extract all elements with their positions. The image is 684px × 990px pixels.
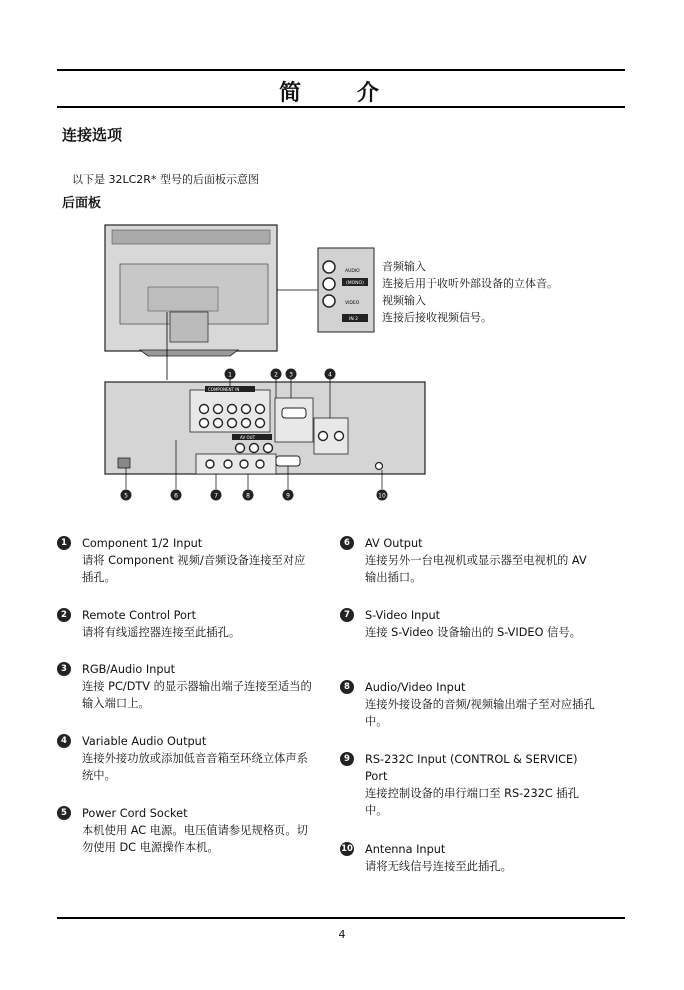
side-jack-video bbox=[323, 295, 335, 307]
item-number: 5 bbox=[57, 806, 71, 820]
item-2 bbox=[57, 607, 312, 641]
side-label-audio: AUDIO bbox=[345, 269, 360, 274]
item-10 bbox=[340, 841, 595, 875]
side-label-video: VIDEO bbox=[345, 301, 360, 306]
item-number: 2 bbox=[57, 608, 71, 622]
ac-in-socket bbox=[118, 458, 130, 468]
marker-7: 7 bbox=[214, 492, 218, 500]
variable-jack-r bbox=[335, 432, 344, 441]
item-8 bbox=[340, 679, 595, 730]
tv-inner-box bbox=[148, 287, 218, 311]
item-number: 9 bbox=[340, 752, 354, 766]
item-3 bbox=[57, 661, 312, 712]
item-number: 10 bbox=[341, 844, 353, 854]
item-title: Audio/Video Input bbox=[365, 681, 466, 694]
item-title: Antenna Input bbox=[365, 843, 446, 856]
item-6 bbox=[340, 535, 595, 586]
marker-3: 3 bbox=[289, 371, 293, 379]
video-input-desc: 连接后接收视频信号。 bbox=[382, 311, 492, 324]
subheading-rear-panel: 后面板 bbox=[62, 196, 102, 211]
item-title: RS-232C Input (CONTROL & SERVICE) Port bbox=[365, 753, 578, 783]
item-1 bbox=[57, 535, 312, 586]
item-desc: 请将有线遥控器连接至此插孔。 bbox=[82, 626, 241, 639]
item-9 bbox=[340, 751, 595, 819]
side-jack-audio bbox=[323, 261, 335, 273]
marker-10: 10 bbox=[378, 492, 386, 500]
item-number: 4 bbox=[57, 734, 71, 748]
item-desc: 连接另外一台电视机或显示器至电视机的 AV 输出插口。 bbox=[365, 554, 587, 584]
av-out-jacks bbox=[236, 444, 273, 453]
audio-input-title: 音频输入 bbox=[382, 260, 426, 273]
item-desc: 本机使用 AC 电源。电压值请参见规格页。切勿使用 DC 电源操作本机。 bbox=[82, 824, 308, 854]
item-7 bbox=[340, 607, 595, 641]
tv-stand-base bbox=[140, 350, 238, 356]
page-number: 4 bbox=[338, 928, 346, 941]
item-desc: 连接 S-Video 设备输出的 S-VIDEO 信号。 bbox=[365, 626, 581, 639]
rs232-port bbox=[276, 456, 300, 466]
page-title: 简 介 bbox=[279, 81, 403, 106]
marker-1: 1 bbox=[228, 371, 232, 379]
item-desc: 请将无线信号连接至此插孔。 bbox=[365, 860, 512, 873]
section-heading: 连接选项 bbox=[62, 126, 123, 144]
item-number: 7 bbox=[340, 608, 354, 622]
item-desc: 连接外接功放或添加低音音箱至环绕立体声系统中。 bbox=[82, 752, 308, 782]
item-number: 1 bbox=[57, 536, 71, 550]
item-5 bbox=[57, 805, 312, 856]
variable-jack-l bbox=[319, 432, 328, 441]
marker-9: 9 bbox=[286, 492, 290, 500]
footer-rule bbox=[57, 917, 625, 919]
side-jack-mono bbox=[323, 278, 335, 290]
item-number: 8 bbox=[340, 680, 354, 694]
av-out-label: AV OUT bbox=[240, 435, 256, 440]
side-label-mono: (MONO) bbox=[346, 281, 364, 286]
item-desc: 请将 Component 视频/音频设备连接至对应插孔。 bbox=[82, 554, 306, 584]
intro-text: 以下是 32LC2R* 型号的后面板示意图 bbox=[72, 173, 259, 186]
item-4 bbox=[57, 733, 312, 784]
title-underline bbox=[57, 106, 625, 108]
item-title: S-Video Input bbox=[365, 609, 441, 622]
item-desc: 连接 PC/DTV 的显示器输出端子连接至适当的输入端口上。 bbox=[82, 680, 312, 710]
item-desc: 连接外接设备的音频/视频输出端子至对应插孔中。 bbox=[365, 698, 595, 728]
item-title: Component 1/2 Input bbox=[82, 537, 203, 550]
rgb-block bbox=[275, 398, 313, 442]
item-title: Variable Audio Output bbox=[82, 735, 207, 748]
audio-input-desc: 连接后用于收听外部设备的立体音。 bbox=[382, 277, 558, 290]
item-title: RGB/Audio Input bbox=[82, 663, 176, 676]
side-label-in2: IN 2 bbox=[349, 317, 358, 322]
marker-6: 6 bbox=[174, 492, 178, 500]
item-number: 3 bbox=[57, 662, 71, 676]
item-title: Power Cord Socket bbox=[82, 807, 188, 820]
item-title: AV Output bbox=[365, 537, 423, 550]
antenna-jack bbox=[376, 463, 383, 470]
marker-2: 2 bbox=[274, 371, 278, 379]
tv-stand-neck bbox=[170, 312, 208, 342]
marker-4: 4 bbox=[328, 371, 332, 379]
video-input-title: 视频输入 bbox=[382, 294, 426, 307]
component-title: COMPONENT IN bbox=[208, 387, 240, 392]
item-number: 6 bbox=[340, 536, 354, 550]
tv-vent bbox=[112, 230, 270, 244]
top-rule bbox=[57, 69, 625, 71]
rgb-port bbox=[282, 408, 306, 418]
item-title: Remote Control Port bbox=[82, 609, 197, 622]
marker-8: 8 bbox=[246, 492, 250, 500]
marker-5: 5 bbox=[124, 492, 128, 500]
side-input-callout bbox=[382, 258, 558, 326]
item-desc: 连接控制设备的串行端口至 RS-232C 插孔中。 bbox=[365, 787, 579, 817]
